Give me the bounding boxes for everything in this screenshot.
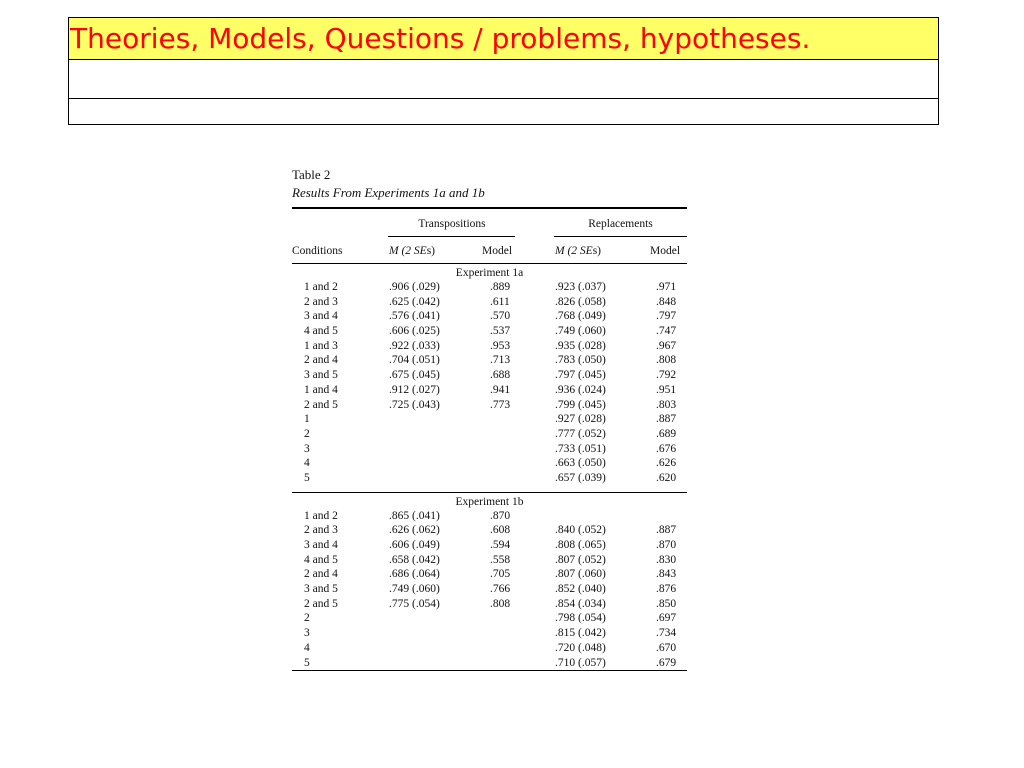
- replacements-model-cell: .797: [656, 310, 677, 323]
- group-transpositions: Transpositions: [418, 218, 486, 230]
- header-mean-se: SE: [413, 245, 427, 257]
- section-label: Experiment 1a: [455, 267, 524, 279]
- condition-cell: 2 and 4: [304, 354, 338, 367]
- header-mean-prefix: M (2: [555, 245, 580, 257]
- transpositions-mean-cell: .606 (.049): [389, 539, 440, 551]
- replacements-model-cell: .887: [656, 413, 677, 426]
- transpositions-mean-cell: .749 (.060): [389, 583, 440, 596]
- header-transpositions-model: Model: [482, 245, 513, 257]
- transpositions-model-cell: .594: [490, 539, 511, 551]
- replacements-model-cell: .951: [656, 383, 677, 396]
- header-mean-prefix: M (2: [389, 245, 414, 257]
- table-bottom-rule: [292, 670, 687, 671]
- table-row: [292, 582, 687, 597]
- slide-title-frame: [68, 17, 939, 125]
- table-body: [292, 264, 687, 670]
- table-row: [292, 398, 687, 413]
- transpositions-mean-cell: .912 (.027): [389, 383, 440, 396]
- table-row: [292, 427, 687, 442]
- transpositions-model-cell: .611: [490, 295, 510, 308]
- table-row: [292, 611, 687, 626]
- replacements-model-cell: .887: [656, 524, 677, 537]
- table-row: [292, 383, 687, 398]
- condition-cell: 2 and 5: [304, 398, 338, 411]
- header-transpositions-mean: [389, 245, 435, 257]
- transpositions-model-cell: .889: [490, 281, 511, 293]
- replacements-model-cell: .670: [656, 641, 677, 654]
- replacements-mean-cell: .799 (.045): [555, 398, 606, 411]
- transpositions-mean-cell: .675 (.045): [389, 369, 440, 382]
- group-replacements: Replacements: [588, 218, 653, 230]
- replacements-mean-cell: .808 (.065): [555, 539, 606, 551]
- replacements-model-cell: .676: [656, 442, 677, 455]
- table-row: [292, 280, 687, 295]
- table-row: [292, 597, 687, 612]
- condition-cell: 2 and 3: [304, 524, 338, 537]
- replacements-mean-cell: .923 (.037): [555, 281, 606, 293]
- transpositions-mean-cell: .606 (.025): [389, 325, 440, 338]
- transpositions-mean-cell: .922 (.033): [389, 339, 440, 352]
- replacements-mean-cell: .783 (.050): [555, 354, 606, 367]
- replacements-model-cell: .803: [656, 398, 677, 411]
- condition-cell: 1 and 4: [304, 383, 338, 396]
- table-row: [292, 553, 687, 568]
- transpositions-mean-cell: .704 (.051): [389, 354, 440, 367]
- replacements-mean-cell: .826 (.058): [555, 295, 606, 308]
- replacements-model-cell: .848: [656, 295, 677, 308]
- slide-title: Theories, Models, Questions / problems, hypotheses.: [70, 22, 811, 55]
- replacements-mean-cell: .720 (.048): [555, 641, 606, 654]
- replacements-mean-cell: .815 (.042): [555, 627, 606, 640]
- replacements-mean-cell: .807 (.060): [555, 568, 606, 581]
- transpositions-model-cell: .766: [490, 583, 511, 596]
- header-conditions: Conditions: [292, 245, 343, 257]
- table-row: [292, 442, 687, 457]
- transpositions-model-cell: .808: [490, 597, 511, 610]
- column-group-header: [292, 209, 687, 238]
- condition-cell: 4 and 5: [304, 553, 338, 566]
- transpositions-model-cell: .705: [490, 568, 511, 581]
- condition-cell: 3: [304, 627, 310, 640]
- transpositions-model-cell: .537: [490, 325, 511, 338]
- condition-cell: 2 and 4: [304, 568, 338, 581]
- replacements-mean-cell: .798 (.054): [555, 612, 606, 625]
- condition-cell: 2: [304, 427, 310, 440]
- replacements-model-cell: .870: [656, 539, 677, 551]
- condition-cell: 5: [304, 471, 310, 484]
- header-replacements-model: Model: [650, 245, 681, 257]
- replacements-model-cell: .620: [656, 471, 677, 484]
- replacements-model-cell: .679: [656, 656, 677, 669]
- transpositions-mean-cell: .725 (.043): [389, 398, 440, 411]
- replacements-mean-cell: .807 (.052): [555, 553, 606, 566]
- transpositions-mean-cell: .625 (.042): [389, 295, 440, 308]
- replacements-mean-cell: .852 (.040): [555, 583, 606, 596]
- table-row: [292, 353, 687, 368]
- column-header-row: [292, 238, 687, 263]
- table-row: [292, 456, 687, 471]
- title-band: [69, 18, 938, 59]
- transpositions-model-cell: .570: [490, 310, 511, 323]
- condition-cell: 1: [304, 413, 310, 426]
- transpositions-mean-cell: .686 (.064): [389, 568, 440, 581]
- condition-cell: 2 and 3: [304, 295, 338, 308]
- replacements-mean-cell: .840 (.052): [555, 524, 606, 537]
- table-caption: Results From Experiments 1a and 1b: [292, 185, 485, 200]
- results-table-figure: [292, 165, 687, 671]
- table-row: [292, 324, 687, 339]
- condition-cell: 2 and 5: [304, 597, 338, 610]
- condition-cell: 2: [304, 612, 310, 625]
- frame-divider: [69, 98, 938, 99]
- table-row: [292, 368, 687, 383]
- replacements-mean-cell: .797 (.045): [555, 369, 606, 382]
- condition-cell: 3 and 4: [304, 539, 338, 551]
- table-row: [292, 295, 687, 310]
- condition-cell: 3: [304, 442, 310, 455]
- replacements-mean-cell: .733 (.051): [555, 442, 606, 455]
- replacements-mean-cell: .663 (.050): [555, 457, 606, 470]
- replacements-mean-cell: .935 (.028): [555, 339, 606, 352]
- transpositions-model-cell: .713: [490, 354, 511, 367]
- table-row: [292, 656, 687, 671]
- header-mean-suffix: s): [592, 245, 602, 257]
- table-row: [292, 471, 687, 486]
- replacements-mean-cell: .927 (.028): [555, 413, 606, 426]
- transpositions-model-cell: .953: [490, 339, 511, 352]
- transpositions-mean-cell: .865 (.041): [389, 509, 440, 522]
- condition-cell: 1 and 3: [304, 339, 338, 352]
- replacements-model-cell: .971: [656, 281, 677, 293]
- transpositions-mean-cell: .658 (.042): [389, 553, 440, 566]
- replacements-model-cell: .876: [656, 583, 677, 596]
- replacements-model-cell: .747: [656, 325, 677, 338]
- table-row: [292, 339, 687, 354]
- replacements-mean-cell: .657 (.039): [555, 471, 606, 484]
- table-row: [292, 567, 687, 582]
- condition-cell: 5: [304, 656, 310, 669]
- condition-cell: 1 and 2: [304, 509, 338, 522]
- group-underline: [388, 236, 515, 237]
- replacements-model-cell: .689: [656, 427, 677, 440]
- header-replacements-mean: [555, 245, 601, 257]
- table-row: [292, 412, 687, 427]
- transpositions-model-cell: .870: [490, 509, 511, 522]
- condition-cell: 1 and 2: [304, 281, 338, 293]
- table-row: [292, 641, 687, 656]
- table-row: [292, 538, 687, 553]
- header-mean-se: SE: [579, 245, 593, 257]
- replacements-model-cell: .843: [656, 568, 677, 581]
- replacements-model-cell: .697: [656, 612, 677, 625]
- replacements-mean-cell: .777 (.052): [555, 427, 606, 440]
- condition-cell: 4: [304, 641, 310, 654]
- condition-cell: 3 and 5: [304, 369, 338, 382]
- header-mean-suffix: s): [426, 245, 436, 257]
- table-row: [292, 626, 687, 641]
- replacements-model-cell: .626: [656, 457, 677, 470]
- section-label: Experiment 1b: [455, 495, 524, 508]
- transpositions-model-cell: .688: [490, 369, 511, 382]
- transpositions-model-cell: .773: [490, 398, 511, 411]
- frame-divider: [69, 59, 938, 60]
- group-underline: [554, 236, 687, 237]
- transpositions-model-cell: .558: [490, 553, 511, 566]
- replacements-mean-cell: .854 (.034): [555, 597, 606, 610]
- transpositions-mean-cell: .906 (.029): [389, 281, 440, 293]
- replacements-model-cell: .808: [656, 354, 677, 367]
- condition-cell: 3 and 4: [304, 310, 338, 323]
- transpositions-model-cell: .941: [490, 383, 511, 396]
- table-row: [292, 509, 687, 524]
- transpositions-mean-cell: .775 (.054): [389, 597, 440, 610]
- replacements-mean-cell: .936 (.024): [555, 383, 606, 396]
- replacements-mean-cell: .749 (.060): [555, 325, 606, 338]
- replacements-mean-cell: .768 (.049): [555, 310, 606, 323]
- replacements-mean-cell: .710 (.057): [555, 656, 606, 669]
- table-row: [292, 309, 687, 324]
- table-number: Table 2: [292, 167, 331, 182]
- transpositions-model-cell: .608: [490, 524, 511, 537]
- transpositions-mean-cell: .626 (.062): [389, 524, 440, 537]
- replacements-model-cell: .850: [656, 597, 677, 610]
- replacements-model-cell: .734: [656, 627, 677, 640]
- transpositions-mean-cell: .576 (.041): [389, 310, 440, 323]
- condition-cell: 4: [304, 457, 310, 470]
- replacements-model-cell: .792: [656, 369, 677, 382]
- condition-cell: 4 and 5: [304, 325, 338, 338]
- condition-cell: 3 and 5: [304, 583, 338, 596]
- table-row: [292, 523, 687, 538]
- replacements-model-cell: .967: [656, 339, 677, 352]
- replacements-model-cell: .830: [656, 553, 677, 566]
